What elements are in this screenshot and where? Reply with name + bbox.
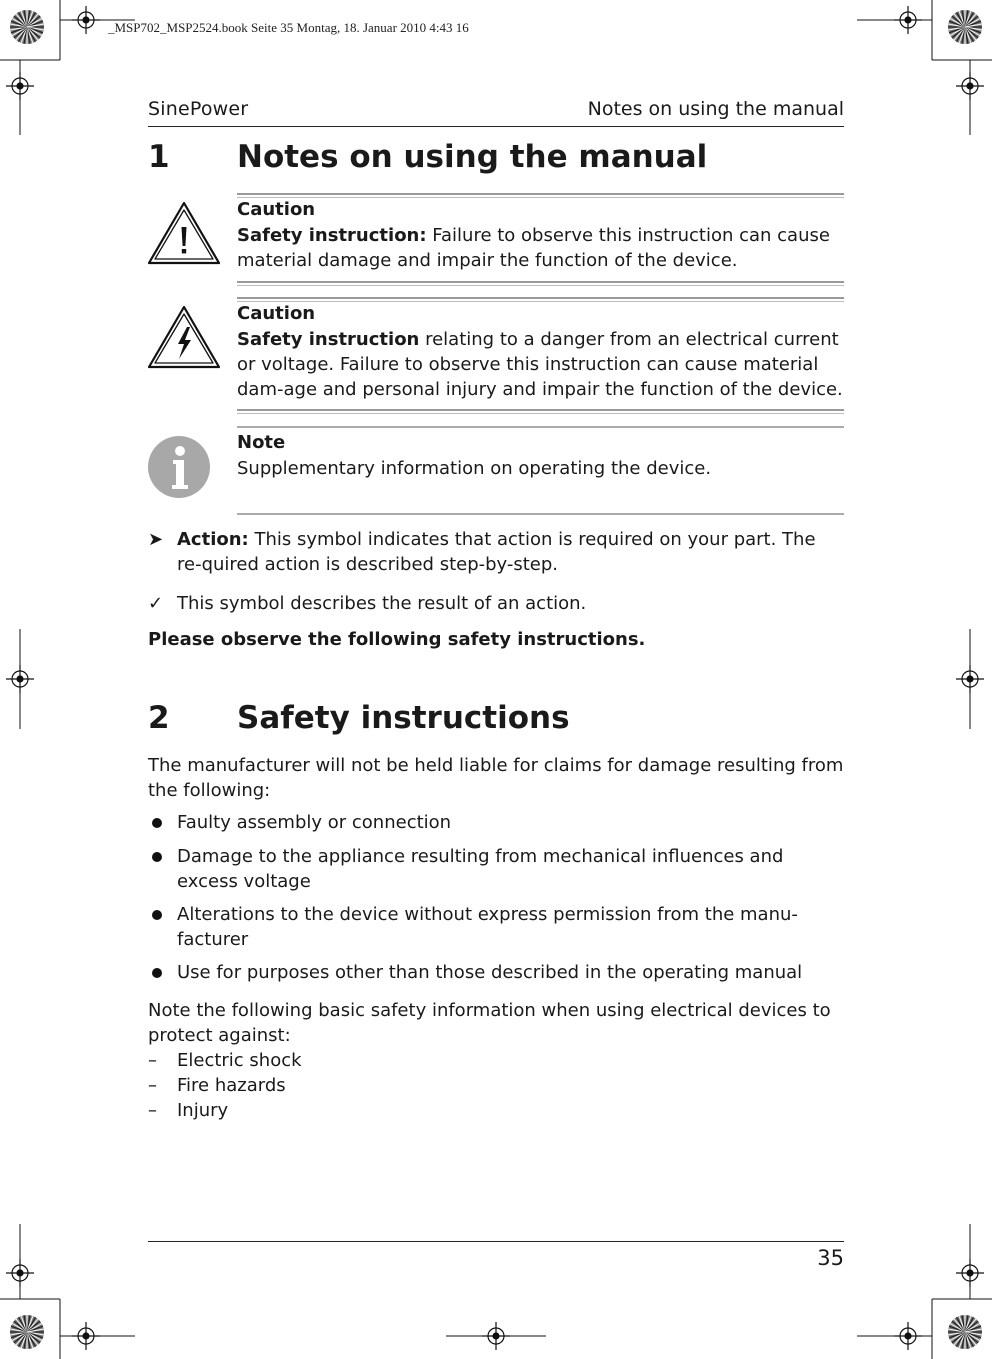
registration-starburst xyxy=(10,1315,44,1349)
caution-title: Caution xyxy=(237,303,316,324)
liability-intro: The manufacturer will not be held liable for claims for damage resulting from the following: xyxy=(148,755,844,801)
action-arrow-icon: ➤ xyxy=(148,529,164,550)
notice-rule xyxy=(237,281,844,286)
action-body: This symbol indicates that action is required on your part. The re-quired action is described step-by-step. xyxy=(177,529,816,575)
notice-rule xyxy=(237,513,844,515)
action-lead: Action: xyxy=(177,529,249,550)
caution-lead: Safety instruction: xyxy=(237,225,427,246)
notice-rule xyxy=(237,193,844,198)
registration-starburst xyxy=(948,10,982,44)
registration-starburst xyxy=(948,1315,982,1349)
list-item: Damage to the appliance resulting from mechanical influences and excess voltage xyxy=(177,846,784,892)
notice-rule xyxy=(237,297,844,302)
page-number: 35 xyxy=(817,1246,844,1270)
observe-note: Please observe the following safety instructions. xyxy=(148,629,646,650)
basic-safety-intro: Note the following basic safety information when using electrical devices to protect against: xyxy=(148,1000,831,1046)
caution-body: Failure to observe this instruction can cause material damage and impair the function of the device. xyxy=(237,225,830,271)
section-1-heading xyxy=(148,139,844,179)
registration-crosshair xyxy=(956,665,984,693)
section-number: 1 xyxy=(148,139,170,175)
check-mark-icon: ✓ xyxy=(148,593,164,614)
registration-crosshair xyxy=(956,1259,984,1287)
registration-crosshair xyxy=(6,72,34,100)
caution-lead: Safety instruction xyxy=(237,329,420,350)
caution-text xyxy=(237,327,847,402)
running-section-title: Notes on using the manual xyxy=(587,98,844,120)
info-icon xyxy=(146,434,212,500)
brand-name: SinePower xyxy=(148,98,249,120)
caution-body: relating to a danger from an electrical current or voltage. Failure to observe this instruction can cause material dam-age and personal injury and impair the function of the device. xyxy=(237,329,843,400)
list-item: Faulty assembly or connection xyxy=(177,812,452,833)
registration-crosshair xyxy=(72,6,100,34)
caution-text xyxy=(237,223,847,273)
registration-crosshair xyxy=(956,72,984,100)
registration-crosshair xyxy=(482,1322,510,1350)
warning-triangle-icon xyxy=(147,201,221,265)
section-number: 2 xyxy=(148,700,170,736)
registration-crosshair xyxy=(72,1322,100,1350)
print-slug: _MSP702_MSP2524.book Seite 35 Montag, 18. Januar 2010 4:43 16 xyxy=(108,20,469,35)
registration-crosshair xyxy=(6,665,34,693)
dash-item: Electric shock xyxy=(177,1050,302,1071)
note-text: Supplementary information on operating the device. xyxy=(237,458,712,479)
footer-rule xyxy=(148,1241,844,1242)
action-text xyxy=(177,527,845,577)
registration-crosshair xyxy=(894,6,922,34)
dash-marker: – xyxy=(148,1050,157,1071)
list-item: Use for purposes other than those described in the operating manual xyxy=(177,962,803,983)
section-title: Safety instructions xyxy=(237,700,570,736)
section-title: Notes on using the manual xyxy=(237,139,708,175)
caution-title: Caution xyxy=(237,199,316,220)
notice-rule xyxy=(237,426,844,428)
dash-item: Fire hazards xyxy=(177,1075,286,1096)
note-title: Note xyxy=(237,432,286,453)
running-header xyxy=(148,98,844,127)
dash-item: Injury xyxy=(177,1100,229,1121)
registration-crosshair xyxy=(894,1322,922,1350)
electrical-hazard-icon xyxy=(147,305,221,369)
registration-starburst xyxy=(10,10,44,44)
dash-marker: – xyxy=(148,1075,157,1096)
dash-marker: – xyxy=(148,1100,157,1121)
registration-crosshair xyxy=(6,1259,34,1287)
section-2-heading xyxy=(148,700,844,740)
result-text: This symbol describes the result of an action. xyxy=(177,593,587,614)
list-item: Alterations to the device without express permission from the manu-facturer xyxy=(177,904,798,950)
notice-rule xyxy=(237,409,844,414)
